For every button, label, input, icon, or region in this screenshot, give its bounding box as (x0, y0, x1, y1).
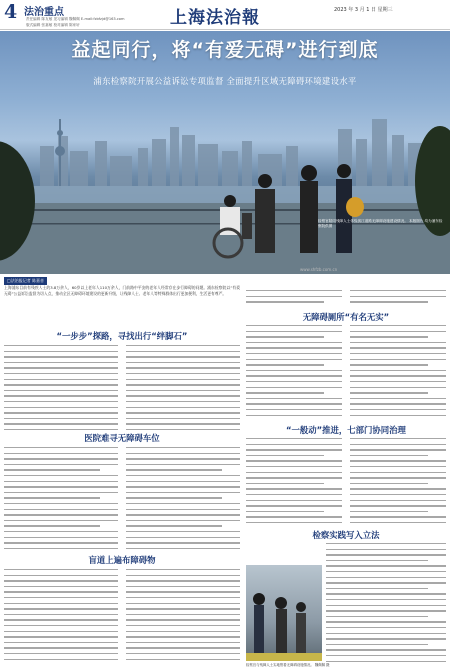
text-line (246, 449, 342, 450)
text-line (126, 636, 240, 637)
text-line (246, 381, 342, 382)
text-line (4, 531, 118, 532)
text-line (350, 392, 428, 393)
text-line (4, 407, 118, 408)
text-line (246, 415, 342, 416)
text-line (246, 409, 342, 410)
text-line (4, 614, 118, 615)
text-line (4, 412, 118, 413)
text-line (246, 505, 342, 506)
text-line (350, 375, 446, 376)
text-line (126, 659, 240, 660)
text-line (4, 469, 100, 470)
text-line (246, 325, 342, 326)
text-line (246, 370, 342, 371)
text-line (4, 597, 118, 598)
text-line (126, 580, 240, 581)
text-line (126, 447, 240, 448)
text-line (350, 500, 446, 501)
text-line (126, 537, 240, 538)
text-line (126, 642, 240, 643)
text-line (126, 362, 240, 363)
text-line (326, 627, 446, 628)
text-line (126, 525, 222, 526)
text-line (126, 608, 240, 609)
text-line (246, 375, 342, 376)
text-line (326, 543, 446, 544)
text-line (246, 488, 342, 489)
text-line (126, 597, 240, 598)
text-line (126, 520, 240, 521)
bottom-photo-illustration (246, 565, 322, 661)
text-line (350, 505, 446, 506)
text-line (4, 351, 118, 352)
section-heading-4: 无障碍厕所“有名无实” (302, 312, 390, 322)
page-header (0, 0, 450, 30)
text-line (126, 625, 240, 626)
text-line (246, 387, 342, 388)
text-line (126, 412, 240, 413)
text-line (4, 367, 118, 368)
hero-photo (0, 31, 450, 274)
text-line (126, 591, 240, 592)
text-line (350, 370, 446, 371)
text-line (126, 486, 240, 487)
text-line (126, 379, 240, 380)
text-line (350, 511, 428, 512)
text-line (4, 356, 118, 357)
masthead-logo: 上海法治報 (170, 8, 260, 28)
text-line (350, 359, 446, 360)
text-line (350, 336, 428, 337)
text-line (4, 542, 118, 543)
text-line (126, 464, 240, 465)
text-line (126, 586, 240, 587)
text-line (4, 514, 118, 515)
text-line (126, 423, 240, 424)
text-line (246, 331, 342, 332)
text-line (126, 395, 240, 396)
text-line (350, 364, 428, 365)
text-line (326, 638, 446, 639)
text-line (4, 429, 118, 430)
text-line (350, 387, 446, 388)
text-line (350, 516, 446, 517)
text-line (350, 290, 446, 291)
text-line (126, 514, 240, 515)
text-line (126, 531, 240, 532)
text-line (246, 477, 342, 478)
text-line (126, 614, 240, 615)
text-line (4, 569, 118, 570)
text-line (246, 516, 342, 517)
text-line (246, 472, 342, 473)
publication-date: 2023 年 3 月 1 日 星期三 (334, 7, 393, 13)
text-line (126, 345, 240, 346)
text-line (4, 384, 118, 385)
text-line (126, 481, 240, 482)
text-line (4, 653, 118, 654)
bottom-photo (246, 565, 322, 661)
text-line (4, 503, 118, 504)
text-line (126, 497, 222, 498)
text-line (246, 347, 342, 348)
text-line (326, 605, 446, 606)
text-line (350, 460, 446, 461)
text-line (350, 381, 446, 382)
lead-paragraph: 上海浦东目前有残疾人士约3.8万余人，60岁以上老年人110万余人，门前路中平安的老年人经常存在步行障碍的问题。浦东检察院以“有爱无碍”公益诉讼监督为切入点，推动全区无障碍环境建设的更新升级，让残障人士、老年人等特殊群体出行更加便利，生活更有尊严。 (4, 285, 240, 296)
text-line (326, 549, 446, 550)
text-line (4, 625, 118, 626)
text-line (126, 548, 240, 549)
text-line (4, 362, 118, 363)
text-line (4, 575, 118, 576)
text-line (246, 398, 342, 399)
text-line (126, 492, 240, 493)
page-number: 4 (4, 1, 18, 23)
text-line (4, 458, 118, 459)
text-line (246, 455, 324, 456)
text-line (126, 542, 240, 543)
text-line (4, 418, 118, 419)
text-line (4, 586, 118, 587)
text-line (4, 475, 118, 476)
text-line (246, 364, 324, 365)
text-line (4, 423, 118, 424)
text-line (4, 486, 118, 487)
text-line (4, 647, 118, 648)
text-line (126, 390, 240, 391)
text-line (326, 649, 446, 650)
text-line (350, 466, 446, 467)
text-line (350, 353, 446, 354)
text-line (350, 483, 428, 484)
text-line (126, 569, 240, 570)
text-line (246, 466, 342, 467)
text-line (246, 353, 342, 354)
text-line (4, 659, 118, 660)
text-line (350, 403, 446, 404)
text-line (4, 390, 118, 391)
text-line (4, 520, 118, 521)
text-line (126, 653, 240, 654)
text-line (4, 345, 118, 346)
design-line: 版式编辑 张嘉敏 校对编辑 陈家轩 (26, 23, 80, 27)
reporter-label: □法治报记者 陈嘉音 (4, 277, 47, 285)
text-line (246, 290, 342, 291)
sub-headline: 浦东检察院开展公益诉讼专项监督 全面提升区域无障碍环境建设水平 (93, 76, 357, 86)
text-line (246, 336, 324, 337)
text-line (246, 438, 342, 439)
text-line (246, 392, 324, 393)
text-line (326, 633, 446, 634)
text-line (126, 631, 240, 632)
text-line (126, 575, 240, 576)
section-heading-3: 盲道上遍布障碍物 (88, 555, 156, 565)
text-line (326, 554, 446, 555)
text-line (126, 619, 240, 620)
text-line (126, 356, 240, 357)
text-line (4, 525, 100, 526)
text-line (4, 464, 118, 465)
text-line (246, 460, 342, 461)
text-line (4, 373, 118, 374)
text-line (246, 342, 342, 343)
text-line (246, 296, 342, 297)
text-line (350, 449, 446, 450)
text-line (126, 418, 240, 419)
text-line (326, 565, 446, 566)
text-line (326, 560, 428, 561)
text-line (350, 444, 446, 445)
text-line (350, 415, 446, 416)
text-line (246, 511, 324, 512)
text-line (326, 655, 446, 656)
article-top-divider (246, 276, 446, 281)
text-line (126, 509, 240, 510)
main-headline: 益起同行，将“有爱无碍”进行到底 (71, 39, 379, 61)
editor-line: 责任编辑 陈友敏 见习编辑 魏佩佩 E-mail:fzbfzjd@163.com (26, 17, 125, 21)
section-heading-5: “一般动”推进，七部门协同治理 (286, 425, 406, 435)
text-line (326, 571, 446, 572)
text-line (126, 384, 240, 385)
text-line (246, 494, 342, 495)
text-line (350, 494, 446, 495)
text-line (246, 359, 342, 360)
text-line (326, 577, 446, 578)
text-line (246, 500, 342, 501)
text-line (350, 477, 446, 478)
text-line (126, 373, 240, 374)
text-line (126, 453, 240, 454)
text-line (246, 522, 342, 523)
text-line (4, 537, 118, 538)
section-heading-6: 检察实践写入立法 (312, 530, 380, 540)
text-line (4, 453, 118, 454)
text-line (326, 610, 446, 611)
text-line (350, 398, 446, 399)
text-line (126, 401, 240, 402)
text-line (326, 616, 428, 617)
photo-caption: 检察官陪同残障人士体验滨江道路无障碍设施建设情况。 本版图片 均为浦东检察院供图 (318, 219, 443, 228)
text-line (4, 395, 118, 396)
text-line (350, 472, 446, 473)
text-line (4, 509, 118, 510)
text-line (4, 492, 118, 493)
text-line (326, 588, 428, 589)
text-line (126, 351, 240, 352)
text-line (126, 469, 222, 470)
section-heading-2: 医院难寻无障碍车位 (84, 433, 160, 443)
text-line (326, 599, 446, 600)
text-line (350, 409, 446, 410)
text-line (350, 488, 446, 489)
text-line (326, 593, 446, 594)
bottom-photo-caption: 检察官与残障人士实地察看无障碍设施情况。 魏佩佩 摄 (246, 663, 330, 667)
text-line (126, 475, 240, 476)
text-line (4, 481, 118, 482)
skyline-illustration (0, 31, 450, 274)
text-line (126, 603, 240, 604)
section-title: 法治重点 (24, 7, 64, 18)
text-line (4, 497, 100, 498)
text-line (350, 331, 446, 332)
text-line (126, 503, 240, 504)
text-line (246, 444, 342, 445)
text-line (350, 325, 446, 326)
text-line (4, 603, 118, 604)
text-line (326, 644, 428, 645)
text-line (4, 608, 118, 609)
text-line (4, 548, 118, 549)
text-line (126, 367, 240, 368)
text-line (350, 522, 446, 523)
text-line (126, 647, 240, 648)
text-line (126, 458, 240, 459)
text-line (246, 483, 324, 484)
text-line (126, 407, 240, 408)
section-heading-1: “一步步”探路，寻找出行“绊脚石” (56, 331, 188, 341)
text-line (246, 301, 324, 302)
text-line (246, 403, 342, 404)
text-line (350, 301, 428, 302)
text-line (326, 621, 446, 622)
text-line (350, 455, 428, 456)
text-line (4, 379, 118, 380)
text-line (4, 580, 118, 581)
text-line (126, 429, 240, 430)
text-line (4, 642, 118, 643)
text-line (326, 582, 446, 583)
text-line (4, 591, 118, 592)
text-line (4, 631, 118, 632)
text-line (4, 619, 118, 620)
text-line (4, 401, 118, 402)
text-line (350, 296, 446, 297)
text-line (4, 636, 118, 637)
text-line (350, 347, 446, 348)
text-line (4, 447, 118, 448)
text-line (350, 438, 446, 439)
text-line (350, 342, 446, 343)
watermark: www.shfzb.com.cn (300, 267, 338, 272)
